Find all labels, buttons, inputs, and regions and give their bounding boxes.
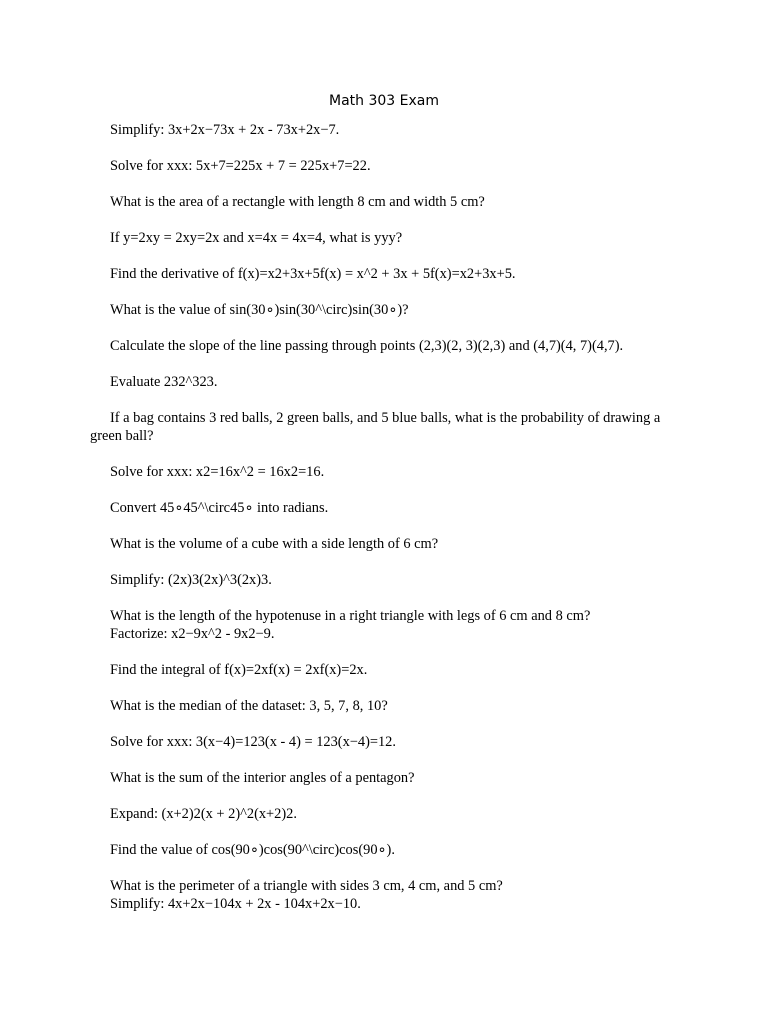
question-9: If a bag contains 3 red balls, 2 green balls, and 5 blue balls, what is the probability of drawing a green ball? [90,410,661,444]
question-3: What is the area of a rectangle with length 8 cm and width 5 cm? [110,194,485,210]
question-list [90,121,680,931]
question-16: Find the integral of f(x)=2xf(x) = 2xf(x)=2x. [110,662,368,678]
question-15: Factorize: x2−9x^2 - 9x2−9. [110,626,275,642]
question-8: Evaluate 232^323. [110,374,218,390]
question-7: Calculate the slope of the line passing through points (2,3)(2, 3)(2,3) and (4,7)(4, 7)(4,7). [110,338,624,354]
question-10: Solve for xxx: x2=16x^2 = 16x2=16. [110,464,325,480]
question-22: What is the perimeter of a triangle with sides 3 cm, 4 cm, and 5 cm? [110,878,503,894]
question-23: Simplify: 4x+2x−104x + 2x - 104x+2x−10. [110,896,361,912]
question-4: If y=2xy = 2xy=2x and x=4x = 4x=4, what is yyy? [110,230,403,246]
question-20: Expand: (x+2)2(x + 2)^2(x+2)2. [110,806,297,822]
question-11: Convert 45∘45^\circ45∘ into radians. [110,500,329,516]
question-17: What is the median of the dataset: 3, 5, 7, 8, 10? [110,698,388,714]
question-18: Solve for xxx: 3(x−4)=123(x - 4) = 123(x−4)=12. [110,734,396,750]
question-5: Find the derivative of f(x)=x2+3x+5f(x) = x^2 + 3x + 5f(x)=x2+3x+5. [110,266,516,282]
question-2: Solve for xxx: 5x+7=225x + 7 = 225x+7=22. [110,158,371,174]
question-13: Simplify: (2x)3(2x)^3(2x)3. [110,572,272,588]
question-14: What is the length of the hypotenuse in a right triangle with legs of 6 cm and 8 cm? [110,608,591,624]
question-1: Simplify: 3x+2x−73x + 2x - 73x+2x−7. [110,122,340,138]
page-title: Math 303 Exam [329,93,439,109]
question-21: Find the value of cos(90∘)cos(90^\circ)cos(90∘). [110,842,395,858]
question-12: What is the volume of a cube with a side length of 6 cm? [110,536,439,552]
question-6: What is the value of sin(30∘)sin(30^\circ)sin(30∘)? [110,302,409,318]
question-19: What is the sum of the interior angles of a pentagon? [110,770,415,786]
